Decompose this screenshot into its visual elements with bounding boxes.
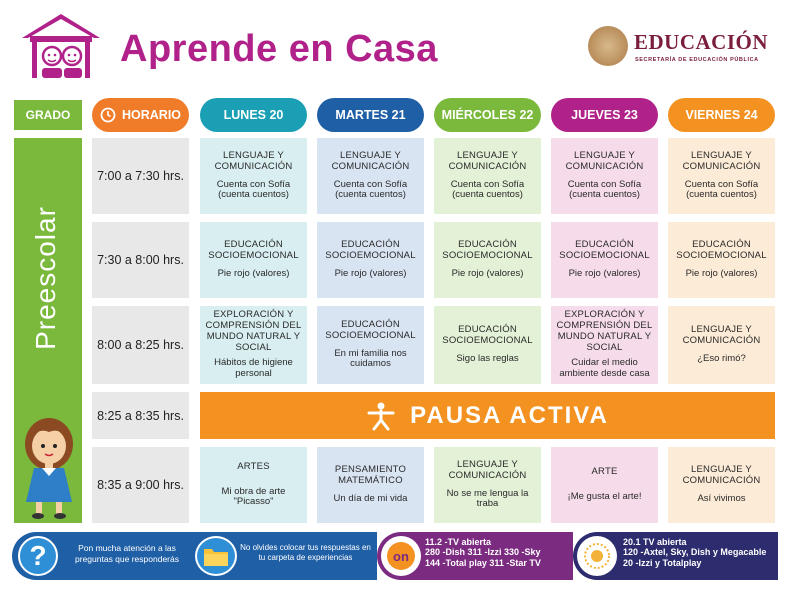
schedule-cell bbox=[317, 447, 424, 523]
cell-subject: LENGUAJE Y COMUNICACIÓN bbox=[565, 149, 644, 172]
cell-activity: Pie rojo (valores) bbox=[334, 267, 407, 279]
stretching-person-icon bbox=[366, 401, 396, 431]
cell-subject: LENGUAJE Y COMUNICACIÓN bbox=[448, 458, 527, 481]
cell-activity: Cuenta con Sofía (cuenta cuentos) bbox=[216, 178, 291, 201]
cell-activity: Pie rojo (valores) bbox=[451, 267, 524, 279]
channel-line: 11.2 -TV abierta bbox=[425, 537, 492, 547]
cell-activity: ¿Eso rimó? bbox=[697, 352, 746, 364]
mexico-seal-icon bbox=[588, 26, 628, 66]
channel-line: 120 -Axtel, Sky, Dish y Megacable bbox=[623, 547, 767, 558]
cell-subject: LENGUAJE Y COMUNICACIÓN bbox=[214, 149, 293, 172]
page-title: Aprende en Casa bbox=[120, 28, 438, 70]
cell-activity: Mi obra de arte "Picasso" bbox=[221, 485, 286, 508]
cell-activity: Pie rojo (valores) bbox=[217, 267, 290, 279]
cell-activity: Pie rojo (valores) bbox=[685, 267, 758, 279]
grado-header: GRADO bbox=[14, 100, 82, 130]
tip-attention: Pon mucha atención a las preguntas que responderás bbox=[75, 543, 179, 565]
horario-header bbox=[92, 98, 189, 132]
cell-activity: Un día de mi vida bbox=[333, 492, 408, 504]
cell-activity: Cuidar el medio ambiente desde casa bbox=[559, 356, 650, 379]
schedule-cell bbox=[317, 222, 424, 298]
pausa-label: PAUSA ACTIVA bbox=[410, 401, 609, 429]
channel-ingenio-info bbox=[623, 537, 766, 568]
cell-subject: PENSAMIENTO MATEMÁTICO bbox=[334, 464, 407, 487]
horario-label: HORARIO bbox=[121, 108, 182, 122]
channel-line: 20.1 TV abierta bbox=[623, 537, 687, 547]
question-mark-icon: ? bbox=[18, 536, 58, 576]
schedule-cell bbox=[668, 138, 775, 214]
day-header-miercoles: MIÉRCOLES 22 bbox=[434, 98, 541, 132]
cell-subject: EXPLORACIÓN Y COMPRENSIÓN DEL MUNDO NATURAL Y SOCIAL bbox=[556, 309, 653, 353]
time-slot: 7:00 a 7:30 hrs. bbox=[92, 138, 189, 214]
ministry-subtitle: SECRETARÍA DE EDUCACIÓN PÚBLICA bbox=[635, 57, 759, 63]
schedule-cell bbox=[668, 306, 775, 384]
folder-icon bbox=[195, 536, 237, 576]
cell-activity: Cuenta con Sofía (cuenta cuentos) bbox=[684, 178, 759, 201]
schedule-cell bbox=[200, 447, 307, 523]
pausa-activa-banner bbox=[200, 392, 775, 439]
ministry-name: EDUCACIÓN bbox=[634, 30, 769, 54]
cell-subject: EDUCACIÓN SOCIOEMOCIONAL bbox=[676, 239, 767, 262]
cell-subject: LENGUAJE Y COMUNICACIÓN bbox=[682, 149, 761, 172]
schedule-cell bbox=[317, 306, 424, 384]
schedule-cell bbox=[551, 222, 658, 298]
schedule-cell bbox=[434, 222, 541, 298]
time-slot: 8:00 a 8:25 hrs. bbox=[92, 306, 189, 384]
tips-panel bbox=[12, 532, 377, 580]
schedule-cell bbox=[317, 138, 424, 214]
cell-subject: LENGUAJE Y COMUNICACIÓN bbox=[682, 324, 761, 347]
cell-activity: ¡Me gusta el arte! bbox=[567, 491, 642, 502]
cell-subject: EDUCACIÓN SOCIOEMOCIONAL bbox=[559, 239, 650, 262]
cell-subject: LENGUAJE Y COMUNICACIÓN bbox=[331, 149, 410, 172]
channel-ingenio-panel bbox=[573, 532, 778, 580]
cell-subject: ARTE bbox=[591, 466, 618, 478]
cell-activity: Pie rojo (valores) bbox=[568, 267, 641, 279]
cell-activity: Cuenta con Sofía (cuenta cuentos) bbox=[567, 178, 642, 201]
cell-subject: EDUCACIÓN SOCIOEMOCIONAL bbox=[325, 318, 416, 341]
channel-line: 280 -Dish 311 -Izzi 330 -Sky bbox=[425, 547, 541, 558]
day-header-martes: MARTES 21 bbox=[317, 98, 424, 132]
cell-subject: EDUCACIÓN SOCIOEMOCIONAL bbox=[442, 239, 533, 262]
time-slot: 8:25 a 8:35 hrs. bbox=[92, 392, 189, 439]
cell-activity: Cuenta con Sofía (cuenta cuentos) bbox=[333, 178, 408, 201]
footer-bar bbox=[12, 532, 778, 580]
schedule-cell bbox=[551, 306, 658, 384]
cell-subject: LENGUAJE Y COMUNICACIÓN bbox=[448, 149, 527, 172]
schedule-cell bbox=[200, 306, 307, 384]
clock-icon bbox=[100, 107, 116, 123]
schedule-cell bbox=[434, 306, 541, 384]
cell-subject: LENGUAJE Y COMUNICACIÓN bbox=[682, 464, 761, 487]
schedule-cell bbox=[200, 138, 307, 214]
schedule-cell bbox=[668, 222, 775, 298]
cell-activity: Así vivimos bbox=[697, 492, 746, 504]
cell-subject: EDUCACIÓN SOCIOEMOCIONAL bbox=[442, 324, 533, 347]
channel-line: 20 -Izzi y Totalplay bbox=[623, 557, 702, 568]
channel-once-info bbox=[425, 537, 541, 568]
cell-activity: Hábitos de higiene personal bbox=[214, 356, 293, 379]
time-slot: 8:35 a 9:00 hrs. bbox=[92, 447, 189, 523]
channel-line: 144 -Total play 311 -Star TV bbox=[425, 557, 541, 568]
day-header-jueves: JUEVES 23 bbox=[551, 98, 658, 132]
schedule-cell bbox=[434, 138, 541, 214]
schedule-cell bbox=[200, 222, 307, 298]
cell-subject: EXPLORACIÓN Y COMPRENSIÓN DEL MUNDO NATURAL Y SOCIAL bbox=[205, 309, 302, 353]
channel-once-panel bbox=[377, 532, 573, 580]
schedule-cell bbox=[551, 138, 658, 214]
day-header-viernes: VIERNES 24 bbox=[668, 98, 775, 132]
schedule-cell bbox=[551, 447, 658, 523]
cell-subject: EDUCACIÓN SOCIOEMOCIONAL bbox=[208, 239, 299, 262]
cell-activity: En mi familia nos cuidamos bbox=[334, 347, 407, 370]
schedule-cell bbox=[434, 447, 541, 523]
day-header-lunes: LUNES 20 bbox=[200, 98, 307, 132]
once-channel-logo bbox=[381, 536, 421, 576]
aprende-en-casa-logo bbox=[18, 12, 104, 80]
sep-brand bbox=[588, 24, 783, 74]
grade-label: Preescolar bbox=[30, 206, 61, 350]
ingenio-tv-logo bbox=[577, 536, 617, 576]
cell-subject: ARTES bbox=[237, 460, 270, 472]
time-slot: 7:30 a 8:00 hrs. bbox=[92, 222, 189, 298]
schedule-cell bbox=[668, 447, 775, 523]
cell-activity: Sigo las reglas bbox=[456, 352, 519, 364]
svg-text:on: on bbox=[393, 549, 409, 564]
tip-folder: No olvides colocar tus respuestas en tu carpeta de experiencias bbox=[240, 543, 371, 563]
girl-illustration bbox=[18, 410, 80, 520]
cell-subject: EDUCACIÓN SOCIOEMOCIONAL bbox=[325, 239, 416, 262]
cell-activity: Cuenta con Sofía (cuenta cuentos) bbox=[450, 178, 525, 201]
cell-activity: No se me lengua la traba bbox=[446, 487, 529, 510]
